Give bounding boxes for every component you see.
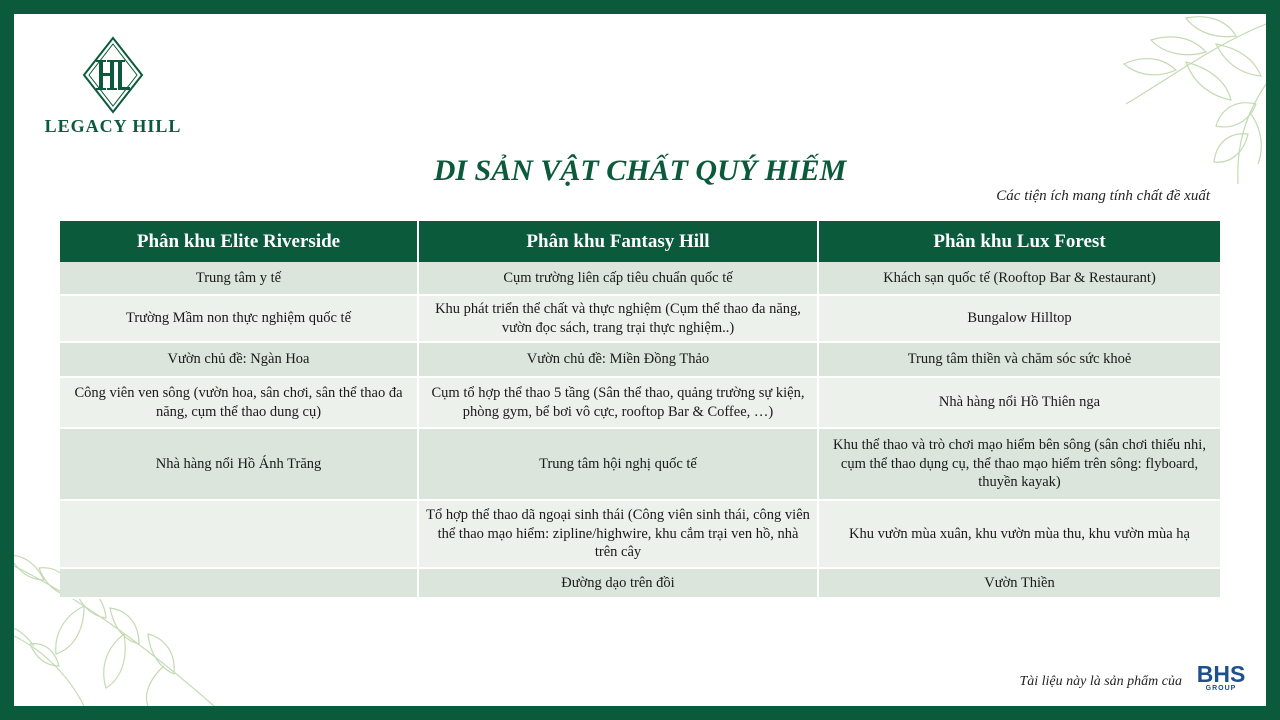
table-cell: Trung tâm thiền và chăm sóc sức khoẻ — [818, 342, 1220, 377]
table-cell: Vườn chủ đề: Miền Đồng Thảo — [418, 342, 818, 377]
table-cell: Khu vườn mùa xuân, khu vườn mùa thu, khu vườn mùa hạ — [818, 500, 1220, 568]
table-cell: Công viên ven sông (vườn hoa, sân chơi, sân thể thao đa năng, cụm thể thao dung cụ) — [60, 377, 418, 428]
legacy-hill-logo — [38, 36, 188, 137]
header-fantasy-hill: Phân khu Fantasy Hill — [418, 221, 818, 262]
table-row — [60, 342, 1220, 377]
header-lux-forest: Phân khu Lux Forest — [818, 221, 1220, 262]
table-cell: Tổ hợp thể thao dã ngoại sinh thái (Công viên sinh thái, công viên thể thao mạo hiểm: zipline/highwire, khu cắm trại ven hồ, nhà trên cây — [418, 500, 818, 568]
logo-text: LEGACY HILL — [44, 116, 182, 136]
brand-name: BHS — [1196, 661, 1246, 687]
table-cell: Khách sạn quốc tế (Rooftop Bar & Restaurant) — [818, 262, 1220, 295]
table-cell: Vườn Thiền — [818, 568, 1220, 598]
table-cell: Đường dạo trên đồi — [418, 568, 818, 598]
table-cell: Khu phát triển thể chất và thực nghiệm (Cụm thể thao đa năng, vườn đọc sách, trang trại thực nghiệm..) — [418, 295, 818, 342]
table-row — [60, 568, 1220, 598]
table-header-row — [60, 221, 1220, 262]
table-cell: Cụm trường liên cấp tiêu chuẩn quốc tế — [418, 262, 818, 295]
table-cell: Trung tâm y tế — [60, 262, 418, 295]
table-cell: Trường Mầm non thực nghiệm quốc tế — [60, 295, 418, 342]
slide-frame — [14, 14, 1266, 706]
table-cell — [60, 568, 418, 598]
table-cell — [60, 500, 418, 568]
table-cell: Cụm tổ hợp thể thao 5 tầng (Sân thể thao, quảng trường sự kiện, phòng gym, bể bơi vô cực, rooftop Bar & Coffee, …) — [418, 377, 818, 428]
bhs-group-logo — [1188, 662, 1254, 692]
table-row — [60, 377, 1220, 428]
table-cell: Nhà hàng nổi Hồ Ánh Trăng — [60, 428, 418, 500]
footer-note: Tài liệu này là sản phẩm của — [1019, 674, 1182, 689]
amenities-table — [60, 221, 1220, 599]
table-row — [60, 295, 1220, 342]
table-cell: Trung tâm hội nghị quốc tế — [418, 428, 818, 500]
table-cell: Khu thể thao và trò chơi mạo hiểm bên sông (sân chơi thiếu nhi, cụm thể thao dụng cụ, thể thao mạo hiểm trên sông: flyboard, thuyền kayak) — [818, 428, 1220, 500]
table-cell: Vườn chủ đề: Ngàn Hoa — [60, 342, 418, 377]
table-row — [60, 428, 1220, 500]
table-row — [60, 262, 1220, 295]
page-subtitle: Các tiện ích mang tính chất đề xuất — [996, 188, 1210, 204]
table-row — [60, 500, 1220, 568]
table-cell: Nhà hàng nổi Hồ Thiên nga — [818, 377, 1220, 428]
header-elite-riverside: Phân khu Elite Riverside — [60, 221, 418, 262]
brand-sub: GROUP — [1205, 685, 1237, 692]
page-title: DI SẢN VẬT CHẤT QUÝ HIẾM — [433, 154, 847, 187]
legacy-hill-emblem-icon — [82, 36, 144, 114]
table-cell: Bungalow Hilltop — [818, 295, 1220, 342]
